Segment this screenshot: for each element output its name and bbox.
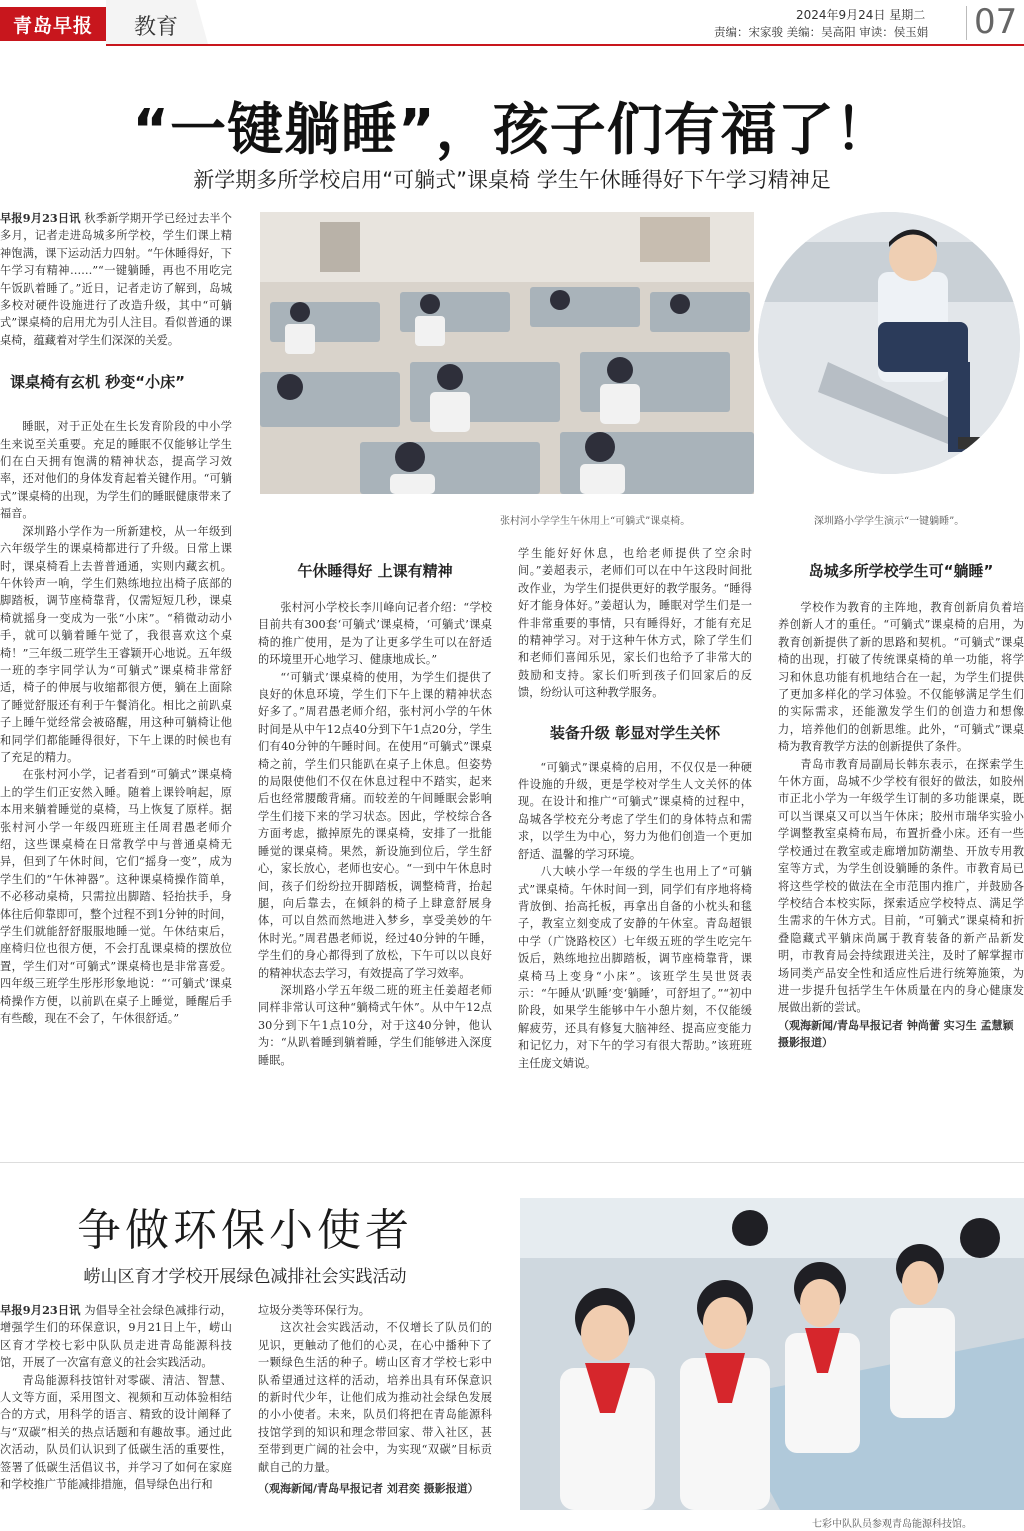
article2-column-2 xyxy=(258,1302,492,1497)
page-number-divider xyxy=(966,6,967,40)
student-demo-photo xyxy=(758,212,1020,474)
header-rule xyxy=(106,44,1024,46)
lead-paragraph xyxy=(0,210,232,349)
dateline: 早报9月23日讯 xyxy=(0,211,81,225)
photo2-caption: 深圳路小学学生演示“一键躺睡”。 xyxy=(814,516,965,527)
paragraph: 张村河小学校长李川峰向记者介绍：“学校目前共有300套‘可躺式’课桌椅，‘可躺式’课桌椅的推广使用，是为了让更多学生可以在舒适的环境里开心地学习、健康地成长。” xyxy=(258,601,492,667)
article2-photo-caption: 七彩中队队员参观青岛能源科技馆。 xyxy=(812,1519,972,1530)
page-number: 07 xyxy=(974,2,1018,42)
newspaper-logo: 青岛早报 xyxy=(0,7,106,41)
column-1 xyxy=(0,210,232,1027)
paragraph: “可躺式”课桌椅的启用，不仅仅是一种硬件设施的升级，更是学校对学生人文关怀的体现。在设计和推广“可躺式”课桌椅的过程中，岛城各学校充分考虑了学生们的身体特点和需求，以学生为中心，努力为他们创造一个更加舒适、温馨的学习环境。 xyxy=(518,760,752,861)
paragraph: 在张村河小学，记者看到“可躺式”课桌椅上的学生们正安然入睡。随着上课铃响起，原本用来躺着睡觉的桌椅，马上恢复了原样。据张村河小学一年级四班班主任周君愚老师介绍，这些课桌椅在日常教学中与普通桌椅无异，但到了午休时间，它们“摇身一变”，成为学生们的“午休神器”。这种课桌椅操作简单，不必移动桌椅，只需拉出脚踏、轻抬扶手，身体往后仰靠即可，整个过程不到1分钟的时间，学生们就能舒舒服服地睡一觉。午休结束后，座椅归位也很方便，不会打乱课桌椅的摆放位置，学生们对“可躺式”课桌椅也是非常喜爱。四年级三班学生彤彤形象地说：“‘可躺式’课桌椅操作方便，以前趴在桌子上睡觉，睡醒后手有些酸，现在不会了，午休很舒适。” xyxy=(0,768,232,1026)
paragraph: 学校作为教育的主阵地，教育创新肩负着培养创新人才的重任。“可躺式”课桌椅的启用，为教育创新提供了新的思路和契机。“可躺式”课桌椅的出现，打破了传统课桌椅的单一功能，将学习和休息功能有机地结合在一起，为学生们提供了更加多样化的学习体验。不仅能够满足学生们的实际需求，还能激发学生们的创造力和想像力，培养他们的创新思维。此外，“可躺式”课桌椅为教育教学方法的创新提供了条件。 xyxy=(778,601,1024,754)
column-4 xyxy=(778,560,1024,1051)
paragraph: 垃圾分类等环保行为。 xyxy=(258,1304,370,1317)
section-heading: 课桌椅有玄机 秒变“小床” xyxy=(10,373,185,392)
section-heading: 装备升级 彰显对学生关怀 xyxy=(549,723,721,742)
article2-column-1 xyxy=(0,1302,232,1493)
article-credit: （观海新闻/青岛早报记者 钟尚蕾 实习生 孟慧颖 摄影报道） xyxy=(778,1018,1014,1049)
paragraph: 青岛市教育局副局长韩东表示，在探索学生午休方面，岛城不少学校有很好的做法，如胶州市正北小学为一年级学生订制的多功能课桌，既可以当课桌又可以当午休床；胶州市瑞华实验小学调整教室桌椅布局，布置折叠小床。还有一些学校通过在教室或走廊增加防潮垫、开放专用教室等方式，为学生创设躺睡的条件。市教育局已将这些学校的做法在全市范围内推广，并鼓励各学校结合本校实际，探索适应学校特点、满足学生需求的午休方式。目前，“可躺式”课桌椅和折叠隐藏式平躺床尚属于教育装备的新产品新发明，市教育局会持续跟进关注，及时了解掌握市场同类产品安全性和适应性后进行统筹施策，为进一步提升包括学生午休质量在内的身心健康发展做出新的尝试。 xyxy=(778,757,1024,1015)
lead-text: 秋季新学期开学已经过去半个多月，记者走进岛城多所学校，学生们课上精神饱满，课下运动活力四射。“午休睡得好，下午学习有精神……”“一键躺睡，再也不用吃完午饭趴着睡了。”近日，记者走访了解到，岛城多校对硬件设施进行了改造升级，其中“可躺式”课桌椅的启用尤为引人注目。看似普通的课桌椅，蕴藏着对学生们深深的关爱。 xyxy=(0,212,232,347)
paragraph: 深圳路小学五年级二班的班主任姜超老师同样非常认可这种“躺椅式午休”。从中午12点30分到下午1点10分，对于这40分钟，他认为：“从趴着睡到躺着睡，学生们能够进入深度睡眠。 xyxy=(258,983,492,1067)
column-2 xyxy=(258,560,492,1069)
paragraph: 深圳路小学作为一所新建校，从一年级到六年级学生的课桌椅都进行了升级。日常上课时，课桌椅看上去普普通通，实则内藏玄机。午休铃声一响，学生们熟练地拉出椅子底部的脚踏板，调节座椅靠背，仅需短短几秒，课桌椅就摇身一变成为一张“小床”。“稍微动动小手，就可以躺着睡午觉了，我很喜欢这个桌椅！”三年级二班学生王睿颖开心地说。五年级一班的李宇同学认为“可躺式”课桌椅非常舒适，椅子的伸展与收缩都很方便，躺在上面除了睡觉舒服还有利于午餐消化。相比之前趴桌子上睡午觉经常会被硌醒，用这种可躺椅让他和同学们都能睡得很好，下午上课的时候也有了充足的精力。 xyxy=(0,524,232,764)
article2-credit: （观海新闻/青岛早报记者 刘君奕 摄影报道） xyxy=(258,1482,479,1496)
issue-date: 2024年9月24日 星期二 xyxy=(796,8,926,22)
article2-headline: 争做环保小使者 xyxy=(77,1205,413,1256)
article-divider xyxy=(0,1162,1024,1163)
article-headline: “一键躺睡”，孩子们有福了！ xyxy=(132,98,892,163)
article2-subtitle: 崂山区育才学校开展绿色减排社会实践活动 xyxy=(83,1267,407,1287)
energy-museum-photo xyxy=(520,1198,1024,1510)
lead-text: 为倡导全社会绿色减排行动，增强学生们的环保意识，9月21日上午，崂山区育才学校七彩中队队员走进青岛能源科技馆，开展了一次富有意义的社会实践活动。 xyxy=(0,1304,232,1370)
article-subtitle: 新学期多所学校启用“可躺式”课桌椅 学生午休睡得好下午学习精神足 xyxy=(193,168,831,192)
paragraph: 学生能好好休息，也给老师提供了空余时间。”姜超表示，老师们可以在中午这段时间批改作业，为学生们提供更好的教学服务。“睡得好才能身体好。”姜超认为，睡眠对学生们是一件非常重要的事情，只有睡得好，才能有充足的精神学习。对于这种午休方式，除了学生们和老师们喜闻乐见，家长们也给予了非常大的鼓励和支持。家长们听到孩子们回家后的反馈，纷纷认可这种教学服务。 xyxy=(518,547,752,700)
paragraph: 八大峡小学一年级的学生也用上了“可躺式”课桌椅。午休时间一到，同学们有序地将椅背放倒、抬高托板，再拿出自备的小枕头和毯子，教室立刻变成了安静的午休室。青岛超银中学（广饶路校区）七年级五班的学生吃完午饭后，熟练地拉出脚踏板，调节座椅靠背，课桌椅马上变身“小床”。该班学生吴世贤表示：“午睡从‘趴睡’变‘躺睡’，可舒坦了。”“初中阶段，如果学生能够中午小憩片刻，不仅能缓解疲劳，还具有修复大脑神经、提高应变能力和记忆力，对下午的学习有很大帮助。”该班班主任庞文婧说。 xyxy=(518,865,752,1070)
section-name: 教育 xyxy=(134,15,179,40)
editor-credits: 责编：宋家骏 美编：吴高阳 审读：侯玉娟 xyxy=(714,25,929,39)
paragraph: 这次社会实践活动，不仅增长了队员们的见识，更触动了他们的心灵，在心中播种下了一颗绿色生活的种子。崂山区育才学校七彩中队希望通过这样的活动，培养出具有环保意识的新时代少年，让他们成为推动社会绿色发展的小小使者。未来，队员们将把在青岛能源科技馆学到的知识和理念带回家、带入社区，甚至带到更广阔的社会中，为实现“双碳”目标贡献自己的力量。 xyxy=(258,1321,492,1474)
lead-paragraph xyxy=(0,1302,232,1372)
section-heading: 午休睡得好 上课有精神 xyxy=(297,562,453,580)
column-3 xyxy=(518,545,752,1072)
paragraph: 青岛能源科技馆针对零碳、清洁、智慧、人文等方面，采用图文、视频和互动体验相结合的方式，用科学的语言、精致的设计阐释了与“双碳”相关的热点话题和有趣故事。通过此次活动，队员们认识到了低碳生活的重要性，签署了低碳生活倡议书，并学习了如何在家庭和学校推广节能减排措施，倡导绿色出行和 xyxy=(0,1373,232,1492)
dateline: 早报9月23日讯 xyxy=(0,1303,81,1317)
classroom-nap-photo xyxy=(260,212,754,494)
section-heading: 岛城多所学校学生可“躺睡” xyxy=(808,562,994,580)
paragraph: “‘可躺式’课桌椅的使用，为学生们提供了良好的休息环境，学生们下午上课的精神状态好多了。”周君愚老师介绍，张村河小学的午休时间是从中午12点40分到下午1点20分，学生们有40分钟的午睡时间。在使用“可躺式”课桌椅之前，学生们只能趴在桌子上休息。但姿势的局限使他们不仅在休息过程中不踏实，起来后也经常腰酸背痛。而较差的午间睡眠会影响学生们接下来的学习状态。因此，学校综合各方面考虑，撤掉原先的课桌椅，安排了一批能睡觉的课桌椅。果然，新设施到位后，学生舒心，家长放心，老师也安心。“一到中午休息时间，孩子们纷纷拉开脚踏板，调整椅背，抬起腿，向后靠去，在倾斜的椅子上肆意舒展身体，可以自然而然地进入梦乡，享受美妙的午休时光。”周君愚老师说，经过40分钟的午睡，学生们的身心都得到了放松，下午可以以良好的精神状态去学习，有效提高了学习效率。 xyxy=(258,670,492,980)
paragraph: 睡眠，对于正处在生长发育阶段的中小学生来说至关重要。充足的睡眠不仅能够让学生们在白天拥有饱满的精神状态，提高学习效率，还对他们的身体发育起着关键作用。“可躺式”课桌椅的出现，为学生们的睡眠健康带来了福音。 xyxy=(0,420,232,521)
photo1-caption: 张村河小学学生午休用上“可躺式”课桌椅。 xyxy=(500,516,691,527)
